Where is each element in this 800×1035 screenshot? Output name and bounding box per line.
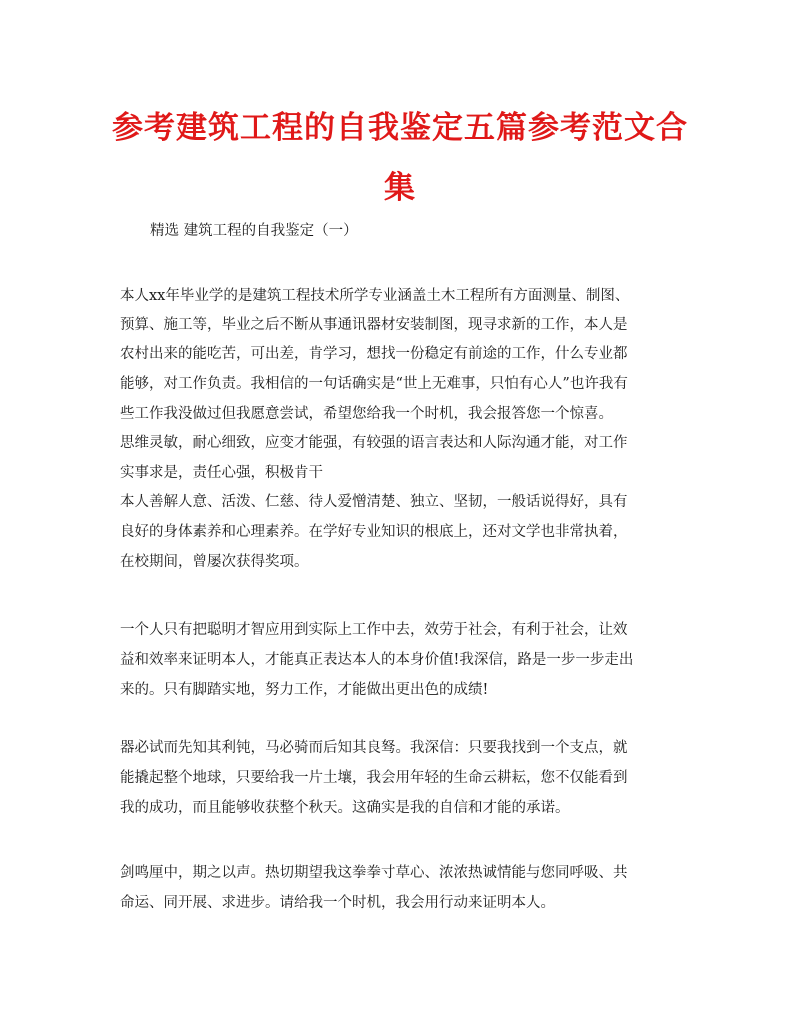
paragraph-1-line: 能够，对工作负责。我相信的一句话确实是“世上无难事，只怕有心人”也许我有 — [120, 376, 628, 392]
document-title-line-1: 参考建筑工程的自我鉴定五篇参考范文合 — [112, 110, 688, 146]
paragraph-3-line: 我的成功，而且能够收获整个秋天。这确实是我的自信和才能的承诺。 — [120, 800, 570, 816]
paragraph-4-line: 剑鸣厘中，期之以声。热切期望我这拳拳寸草心、浓浓热诚情能与您同呼吸、共 — [120, 865, 628, 881]
paragraph-1-line: 农村出来的能吃苦，可出差，肯学习，想找一份稳定有前途的工作，什么专业都 — [120, 346, 628, 362]
paragraph-1-line: 在校期间，曾屡次获得奖项。 — [120, 554, 309, 570]
paragraph-1-line: 本人善解人意、活泼、仁慈、待人爱憎清楚、独立、坚韧，一般话说得好，具有 — [120, 494, 628, 510]
document-title-line-2: 集 — [384, 170, 416, 206]
paragraph-4-line: 命运、同开展、求进步。请给我一个时机，我会用行动来证明本人。 — [120, 895, 555, 911]
paragraph-1-line: 预算、施工等，毕业之后不断从事通讯器材安装制图，现寻求新的工作，本人是 — [120, 317, 628, 333]
paragraph-1-line: 思维灵敏，耐心细致，应变才能强，有较强的语言表达和人际沟通才能，对工作 — [120, 435, 628, 451]
paragraph-1-line: 本人xx年毕业学的是建筑工程技术所学专业涵盖土木工程所有方面测量、制图、 — [120, 288, 630, 304]
paragraph-3-line: 能撬起整个地球，只要给我一片土壤，我会用年轻的生命云耕耘，您不仅能看到 — [120, 770, 628, 786]
paragraph-1-line: 良好的身体素养和心理素养。在学好专业知识的根底上，还对文学也非常执着， — [120, 524, 628, 540]
paragraph-2-line: 来的。只有脚踏实地，努力工作，才能做出更出色的成绩! — [120, 682, 489, 698]
paragraph-1-line: 些工作我没做过但我愿意尝试，希望您给我一个时机，我会报答您一个惊喜。 — [120, 406, 613, 422]
paragraph-2-line: 一个人只有把聪明才智应用到实际上工作中去，效劳于社会，有利于社会，让效 — [120, 622, 628, 638]
section-heading: 精选 建筑工程的自我鉴定（一） — [150, 223, 358, 239]
paragraph-3-line: 器必试而先知其利钝，马必骑而后知其良驽。我深信：只要我找到一个支点，就 — [120, 740, 628, 756]
paragraph-2-line: 益和效率来证明本人，才能真正表达本人的本身价值!我深信，路是一步一步走出 — [120, 652, 634, 668]
paragraph-1-line: 实事求是，责任心强，积极肯干 — [120, 465, 323, 481]
